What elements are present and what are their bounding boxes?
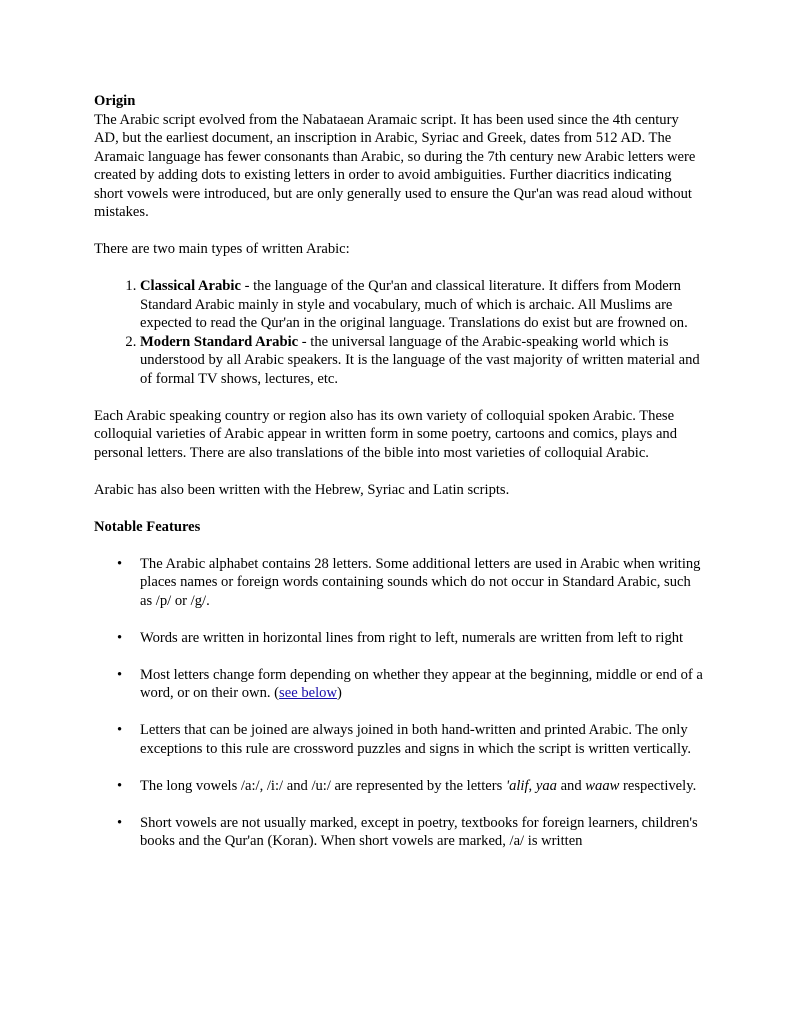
document-page bbox=[94, 92, 704, 869]
feature-text: Letters that can be joined are always joined in both hand-written and printed Arabic. The only exceptions to this rule are crossword puzzles and signs in which the script is written vertically. bbox=[140, 722, 692, 757]
yaa-term: yaa bbox=[535, 777, 557, 794]
alif-term: 'alif bbox=[505, 777, 529, 794]
spacer bbox=[94, 536, 704, 555]
bullet-icon: • bbox=[117, 666, 123, 683]
other-scripts-paragraph: Arabic has also been written with the Hebrew, Syriac and Latin scripts. bbox=[94, 481, 510, 498]
separator: , bbox=[528, 777, 536, 794]
spacer bbox=[94, 462, 704, 481]
types-intro: There are two main types of written Arabic: bbox=[94, 241, 350, 257]
spacer bbox=[94, 222, 704, 241]
waaw-term: waaw bbox=[585, 777, 620, 794]
spacer bbox=[94, 499, 704, 518]
features-heading: Notable Features bbox=[94, 518, 201, 535]
list-item bbox=[117, 666, 704, 703]
colloquial-paragraph: Each Arabic speaking country or region also has its own variety of colloquial spoken Arabic. These colloquial varieties of Arabic appear in written form in some poetry, cartoons and comics, plays and personal letters. There are also translations of the bible into most varieties of colloquial Arabic. bbox=[94, 407, 678, 461]
bullet-icon: • bbox=[117, 814, 123, 831]
list-item bbox=[140, 333, 704, 389]
feature-text: Words are written in horizontal lines from right to left, numerals are written from left to right bbox=[140, 629, 684, 646]
bullet-icon: • bbox=[117, 629, 123, 646]
type-description: - the universal language of the Arabic-speaking world which is understood by all Arabic speakers. It is the language of the vast majority of written material and of formal TV shows, lectures, etc. bbox=[140, 333, 700, 387]
feature-text: Most letters change form depending on whether they appear at the beginning, middle or end of a word, or on their own. ( bbox=[140, 666, 703, 701]
type-term: Modern Standard Arabic bbox=[140, 333, 299, 350]
bullet-icon: • bbox=[117, 777, 123, 794]
bullet-icon: • bbox=[117, 555, 123, 572]
type-term: Classical Arabic bbox=[140, 278, 241, 294]
feature-text: Short vowels are not usually marked, except in poetry, textbooks for foreign learners, children's books and the Qur'an (Koran). When short vowels are marked, /a/ is written bbox=[140, 814, 698, 849]
spacer bbox=[94, 259, 704, 278]
list-item bbox=[117, 777, 704, 796]
feature-text-end: ) bbox=[336, 685, 342, 701]
see-below-link[interactable]: see below bbox=[279, 685, 337, 701]
spacer bbox=[94, 388, 704, 407]
bullet-icon: • bbox=[117, 722, 123, 738]
origin-paragraph: The Arabic script evolved from the Nabataean Aramaic script. It has been used since the 4th century AD, but the earliest document, an inscription in Arabic, Syriac and Greek, dates from 512 AD. The Aramaic language has fewer consonants than Arabic, so during the 7th century new Arabic letters were created by adding dots to existing letters in order to avoid ambiguities. Further diacritics indicating short vowels were introduced, but are only generally used to ensure the Qur'an was read aloud without mistakes. bbox=[94, 111, 696, 220]
separator: and bbox=[556, 777, 586, 794]
feature-text: The Arabic alphabet contains 28 letters. Some additional letters are used in Arabic when writing places names or foreign words containing sounds which do not occur in Standard Arabic, such as /p/ or /g/. bbox=[140, 555, 701, 609]
types-list bbox=[94, 277, 704, 388]
list-item bbox=[140, 277, 704, 333]
list-item bbox=[117, 555, 704, 611]
list-item bbox=[117, 721, 704, 758]
features-list bbox=[94, 555, 704, 851]
list-item bbox=[117, 814, 704, 851]
feature-text-end: respectively. bbox=[619, 777, 697, 794]
type-description: - the language of the Qur'an and classical literature. It differs from Modern Standard Arabic mainly in style and vocabulary, much of which is archaic. All Muslims are expected to read the Qur'an in the original language. Translations do exist but are frowned on. bbox=[140, 278, 688, 331]
feature-text: The long vowels /a:/, /i:/ and /u:/ are represented by the letters bbox=[140, 777, 506, 794]
list-item bbox=[117, 629, 704, 648]
origin-heading: Origin bbox=[94, 93, 136, 109]
